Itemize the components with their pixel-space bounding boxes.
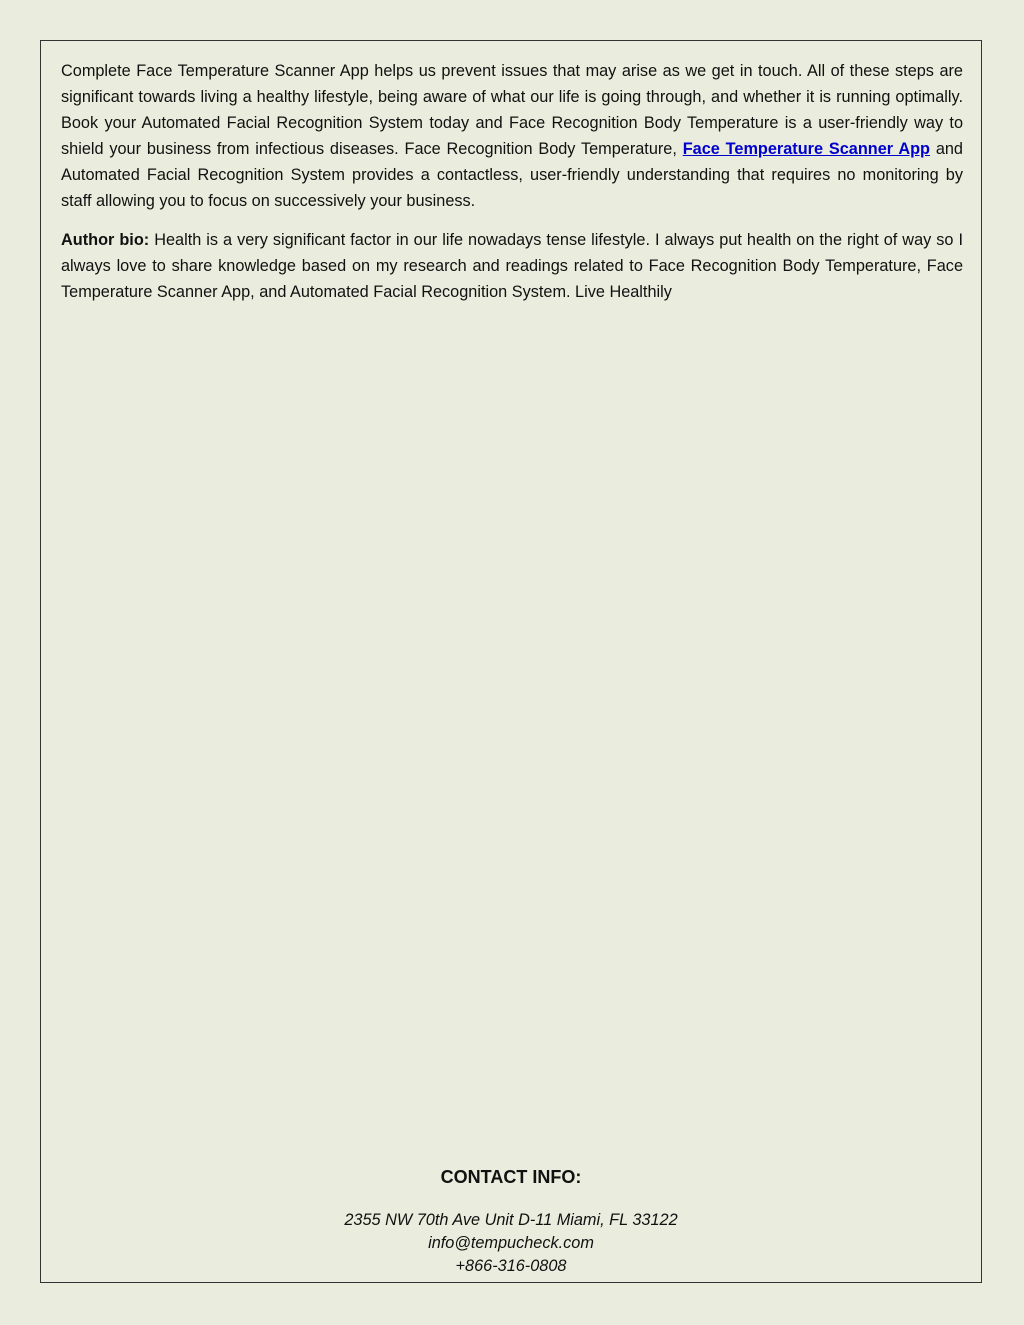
face-temperature-scanner-app-link[interactable]: Face Temperature Scanner App bbox=[682, 139, 930, 158]
article-body bbox=[61, 59, 963, 320]
author-bio-text: Health is a very significant factor in our life nowadays tense lifestyle. I always put health on the right of way so I always love to share knowledge based on my research and readings related to Face Recognition Body Temperature, Face Temperature Scanner App, and Automated Facial Recognition System. Live Healthily bbox=[61, 231, 963, 302]
contact-address: 2355 NW 70th Ave Unit D-11 Miami, FL 33122 bbox=[344, 1211, 678, 1229]
contact-info-section bbox=[41, 1165, 981, 1278]
author-bio-paragraph bbox=[61, 228, 963, 306]
author-bio-label: Author bio: bbox=[61, 231, 150, 250]
intro-text-part2: and Automated Facial Recognition System provides a contactless, user-friendly understanding that requires no monitoring by staff allowing you to focus on successively your business. bbox=[61, 139, 963, 210]
page-frame bbox=[40, 40, 982, 1283]
contact-info-title: CONTACT INFO: bbox=[440, 1167, 582, 1187]
intro-text-part1: Complete Face Temperature Scanner App helps us prevent issues that may arise as we get in touch. All of these steps are significant towards living a healthy lifestyle, being aware of what our life is going through, and whether it is running optimally. Book your Automated Facial Recognition System today and Face Recognition Body Temperature is a user-friendly way to shield your business from infectious diseases. Face Recognition Body Temperature, bbox=[61, 62, 963, 158]
contact-email: info@tempucheck.com bbox=[428, 1234, 594, 1252]
contact-phone: +866-316-0808 bbox=[455, 1257, 567, 1275]
intro-paragraph bbox=[61, 59, 963, 214]
